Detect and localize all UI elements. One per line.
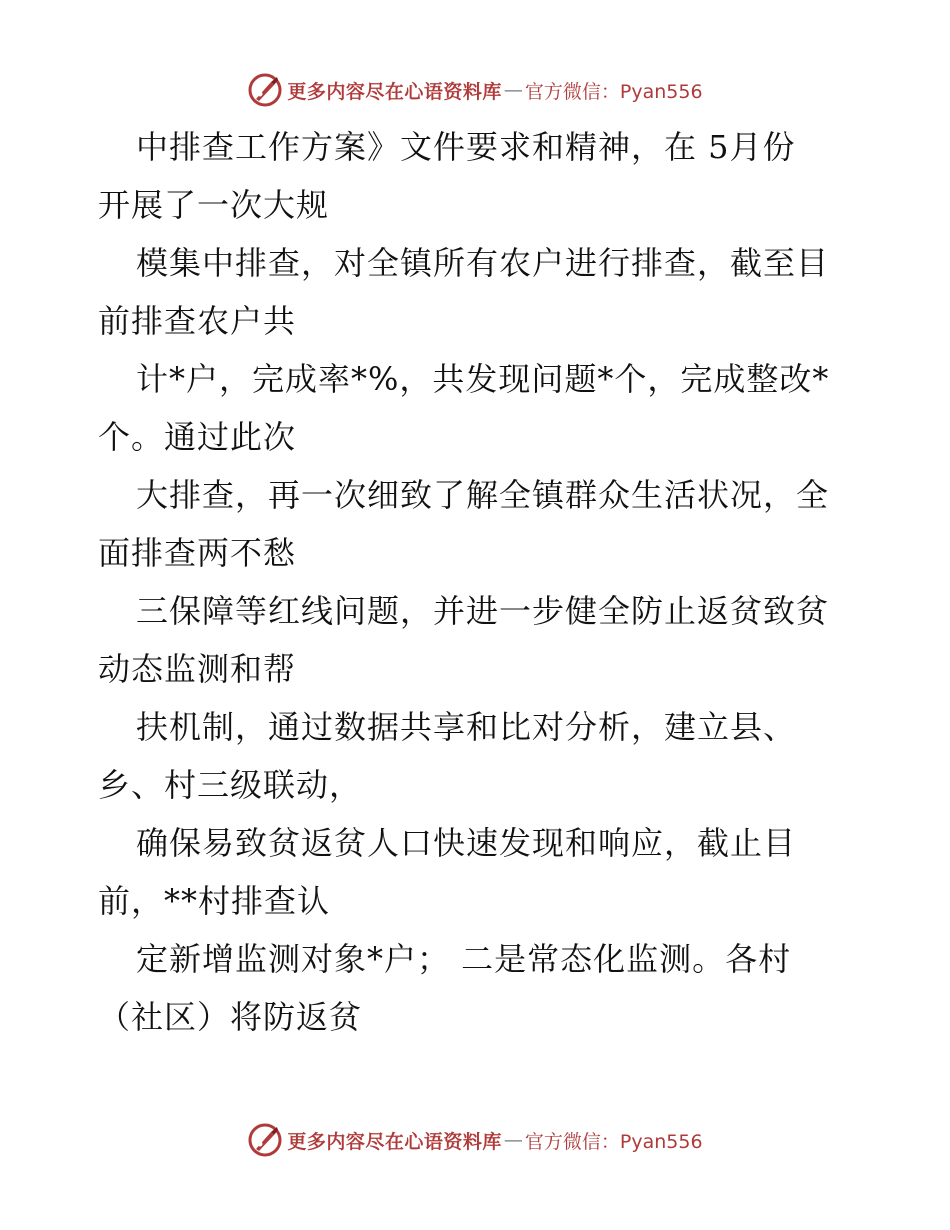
- body-line: 计*户，完成率*%，共发现问题*个，完成整改*: [136, 360, 830, 398]
- document-body: [98, 118, 888, 1046]
- body-line: 乡、村三级联动，: [98, 766, 363, 804]
- body-line: 扶机制，通过数据共享和比对分析，建立县、: [136, 708, 797, 746]
- body-line: 大排查，再一次细致了解全镇群众生活状况，全: [136, 476, 830, 514]
- body-line: 模集中排查，对全镇所有农户进行排查，截至目: [136, 244, 830, 282]
- quill-logo-icon: [247, 1122, 283, 1158]
- watermark-contact-text: 官方微信：Pyan556: [524, 80, 703, 103]
- body-line: 中排查工作方案》文件要求和精神，在 5月份: [136, 128, 796, 166]
- body-line: （社区）将防返贫: [98, 998, 363, 1036]
- quill-logo-icon: [247, 72, 283, 108]
- body-line: 面排查两不愁: [98, 534, 297, 572]
- watermark-brand-text: 更多内容尽在心语资料库: [287, 1130, 502, 1153]
- body-line: 个。通过此次: [98, 418, 297, 456]
- body-line: 定新增监测对象*户； 二是常态化监测。各村: [136, 940, 792, 978]
- body-line: 前排查农户共: [98, 302, 297, 340]
- body-line: 三保障等红线问题，并进一步健全防止返贫致贫: [136, 592, 830, 630]
- footer-watermark: [0, 1120, 950, 1160]
- watermark-brand-text: 更多内容尽在心语资料库: [287, 80, 502, 103]
- body-paragraph: [98, 118, 888, 1046]
- watermark-contact-text: 官方微信：Pyan556: [524, 1130, 703, 1153]
- body-line: 动态监测和帮: [98, 650, 297, 688]
- watermark-dash: —: [503, 79, 523, 101]
- header-watermark: [0, 70, 950, 110]
- body-line: 开展了一次大规: [98, 186, 330, 224]
- watermark-dash: —: [503, 1129, 523, 1151]
- body-line: 确保易致贫返贫人口快速发现和响应，截止目: [136, 824, 797, 862]
- body-line: 前，**村排查认: [98, 882, 331, 920]
